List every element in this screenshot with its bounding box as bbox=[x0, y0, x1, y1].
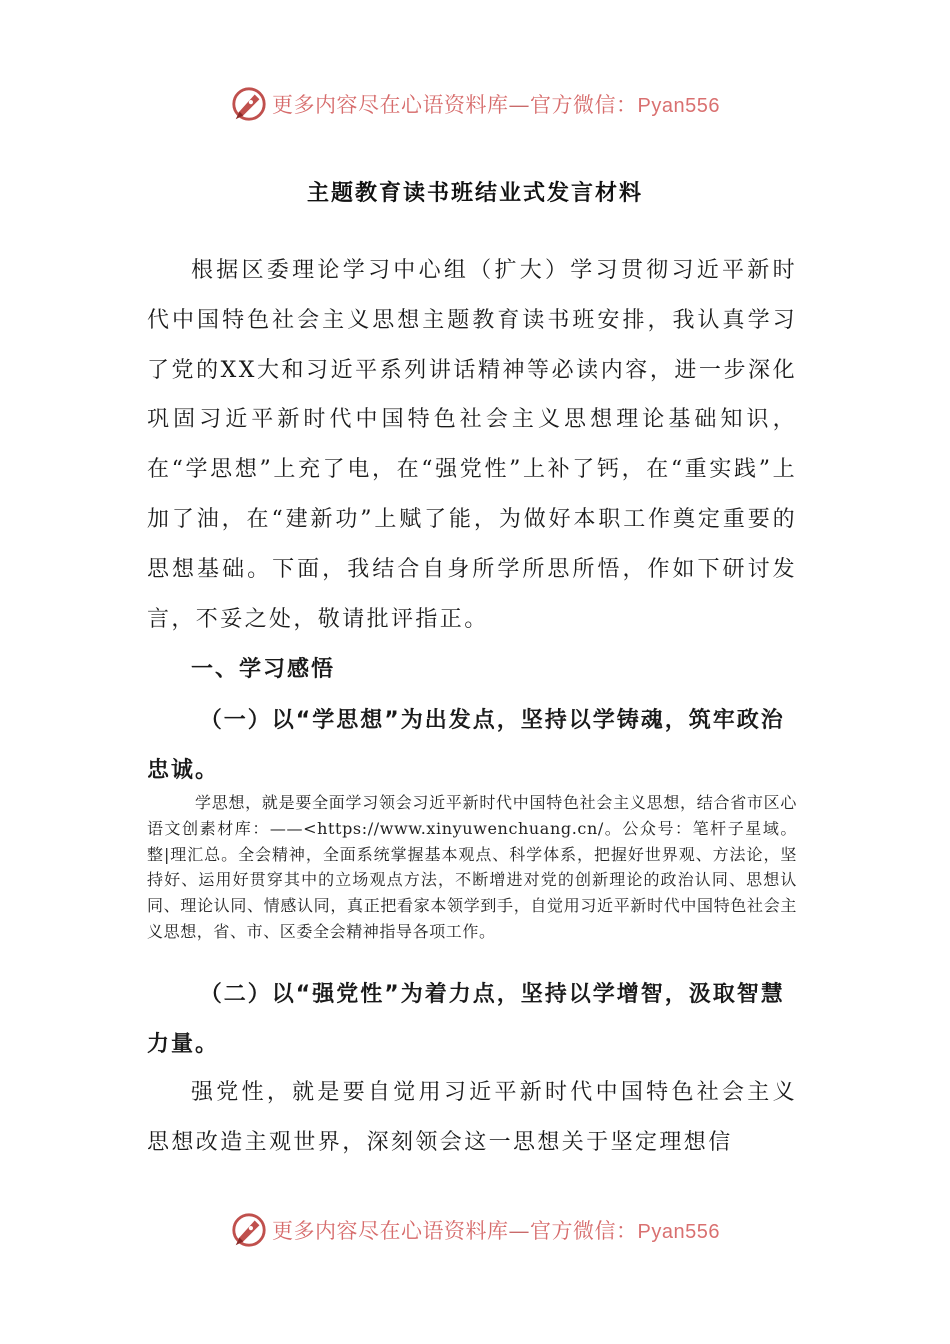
document-title: 主题教育读书班结业式发言材料 bbox=[306, 181, 643, 206]
pen-nib-logo-icon bbox=[230, 85, 268, 123]
pen-nib-logo-icon bbox=[230, 1211, 268, 1249]
banner-official-label: 官方微信： bbox=[530, 1219, 638, 1243]
banner-separator: — bbox=[508, 93, 531, 117]
header-banner bbox=[0, 82, 950, 126]
banner-text bbox=[272, 89, 720, 119]
banner-text bbox=[272, 1215, 720, 1245]
subsection-1-paragraph: 学思想，就是要全面学习领会习近平新时代中国特色社会主义思想，结合省市区心语文创素材库：——<https://www.xinyuwenchuang.cn/。公众号：笔杆子星域。整|理汇总。全会精神，全面系统掌握基本观点、科学体系，把握好世界观、方法论，坚持好、运用好贯穿其中的立场观点方法，不断增进对党的创新理论的政治认同、思想认同、理论认同、情感认同，真正把看家本领学到手，自觉用习近平新时代中国特色社会主义思想，省、市、区委全会精神指导各项工作。 bbox=[147, 793, 797, 941]
banner-official-label: 官方微信： bbox=[530, 93, 638, 117]
subsection-2-paragraph: 强党性，就是要自觉用习近平新时代中国特色社会主义思想改造主观世界，深刻领会这一思想关于坚定理想信 bbox=[147, 1080, 797, 1155]
subsection-heading-2: （二）以“强党性”为着力点，坚持以学增智，汲取智慧力量。 bbox=[147, 982, 785, 1057]
subsection-heading-1: （一）以“学思想”为出发点，坚持以学铸魂，筑牢政治忠诚。 bbox=[147, 708, 785, 783]
banner-wechat-id: Pyan556 bbox=[637, 1221, 720, 1243]
intro-paragraph: 根据区委理论学习中心组（扩大）学习贯彻习近平新时代中国特色社会主义思想主题教育读书班安排，我认真学习了党的XX大和习近平系列讲话精神等必读内容，进一步深化巩固习近平新时代中国特色社会主义思想理论基础知识，在“学思想”上充了电，在“强党性”上补了钙，在“重实践”上加了油，在“建新功”上赋了能，为做好本职工作奠定重要的思想基础。下面，我结合自身所学所思所悟，作如下研讨发言，不妥之处，敬请批评指正。 bbox=[147, 258, 797, 632]
banner-main-text: 更多内容尽在心语资料库 bbox=[272, 1219, 509, 1243]
footer-banner bbox=[0, 1208, 950, 1252]
banner-separator: — bbox=[508, 1219, 531, 1243]
banner-wechat-id: Pyan556 bbox=[637, 95, 720, 117]
section-heading-1: 一、学习感悟 bbox=[191, 657, 336, 682]
banner-main-text: 更多内容尽在心语资料库 bbox=[272, 93, 509, 117]
